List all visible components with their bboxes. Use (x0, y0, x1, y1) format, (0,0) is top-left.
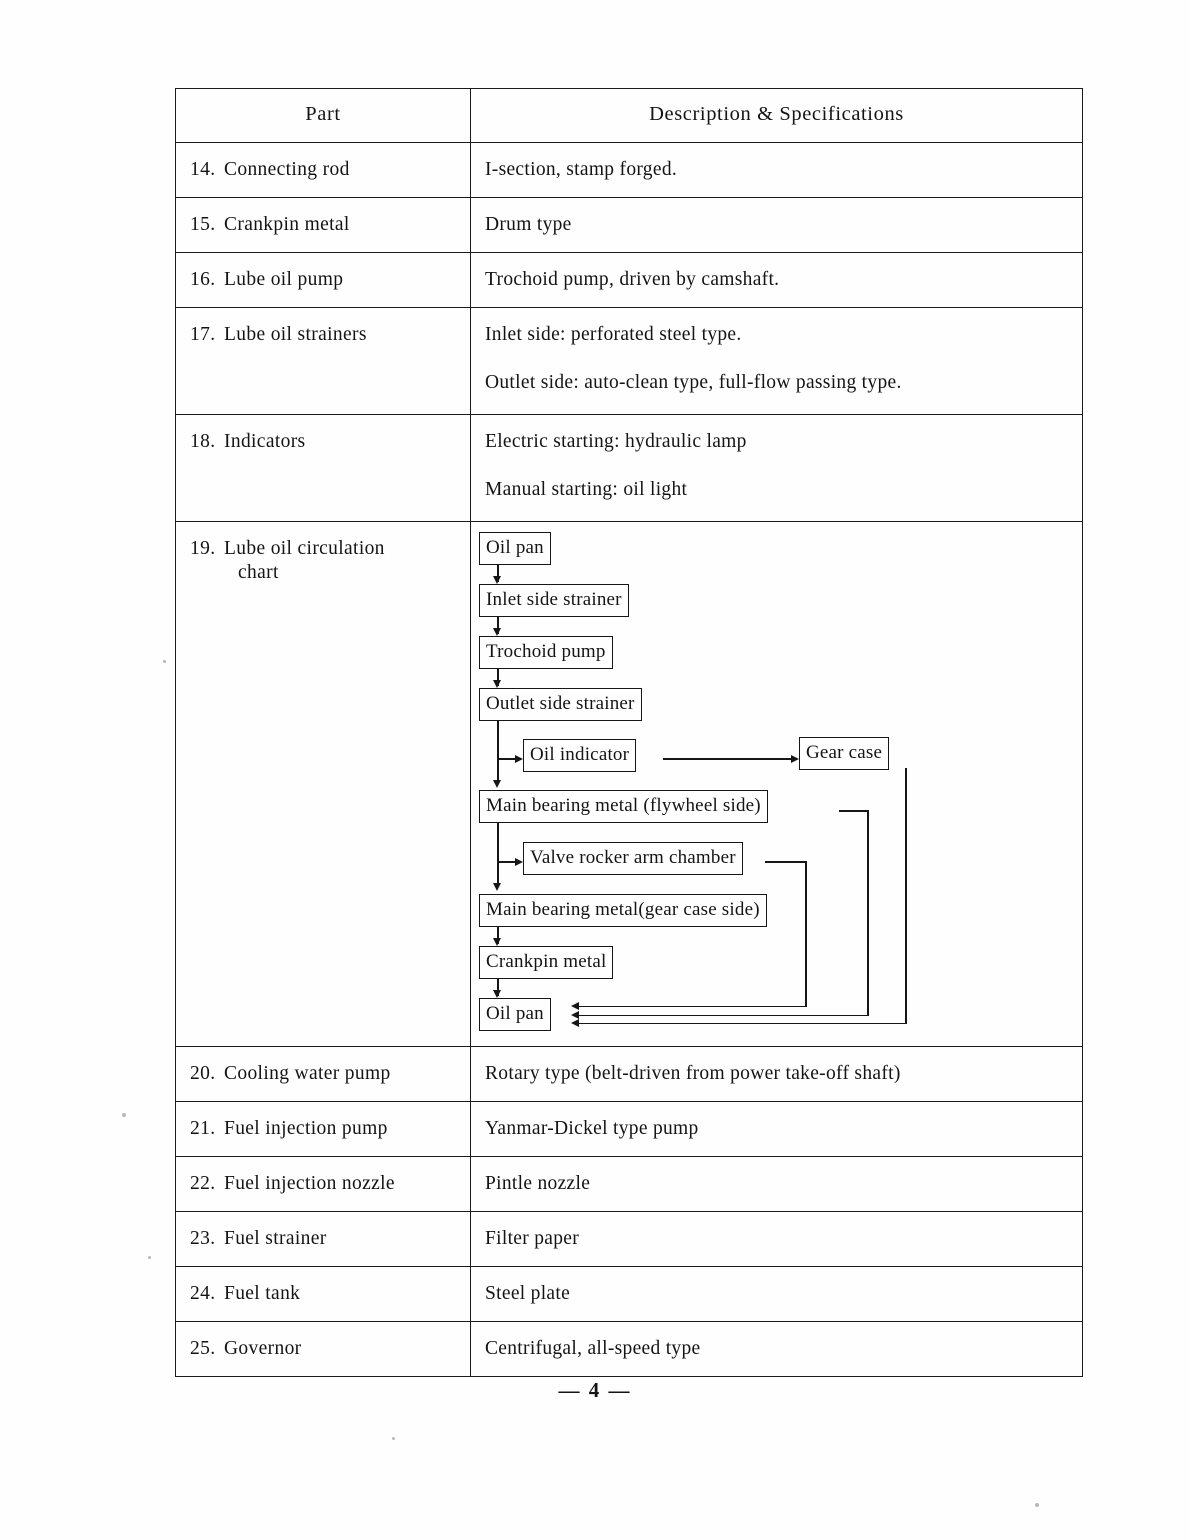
flow-node-label: Gear case (806, 742, 883, 763)
part-number: 24. (190, 1283, 216, 1304)
part-label: Fuel tank (224, 1283, 301, 1304)
description-line: Steel plate (485, 1283, 571, 1304)
description-cell (471, 1322, 1083, 1377)
flow-arrowhead-down (493, 628, 501, 636)
flow-arrowhead-down (493, 680, 501, 688)
part-number: 16. (190, 269, 216, 290)
description-cell (471, 1102, 1083, 1157)
part-cell (176, 522, 471, 1047)
part-number: 23. (190, 1228, 216, 1249)
description-line: Outlet side: auto-clean type, full-flow passing type. (485, 372, 902, 393)
part-cell (176, 1157, 471, 1212)
table-header-row (176, 89, 1083, 143)
lube-oil-circulation-flowchart (471, 522, 1083, 1030)
column-header-part: Part (176, 89, 471, 143)
specifications-table (175, 88, 1083, 1377)
part-cell (176, 143, 471, 198)
part-cell (176, 1212, 471, 1267)
flow-node-label: Oil pan (486, 1003, 544, 1024)
description-cell (471, 198, 1083, 253)
part-number: 25. (190, 1338, 216, 1359)
column-header-description: Description & Specifications (471, 89, 1083, 143)
part-number: 20. (190, 1063, 216, 1084)
part-label: Governor (224, 1338, 302, 1359)
flow-edge-outlet-to-mainbearing (497, 719, 499, 783)
description-cell (471, 1212, 1083, 1267)
part-number: 21. (190, 1118, 216, 1139)
description-line: Electric starting: hydraulic lamp (485, 431, 747, 452)
flow-branch-tick-valve-rocker (497, 861, 515, 863)
part-label: Fuel injection nozzle (224, 1173, 395, 1194)
description-cell (471, 143, 1083, 198)
part-label: Lube oil pump (224, 269, 344, 290)
part-label-line2: chart (238, 562, 279, 583)
description-line: Rotary type (belt-driven from power take-off shaft) (485, 1063, 901, 1084)
flow-arrowhead-right (571, 1019, 579, 1027)
flow-node-label: Valve rocker arm chamber (530, 847, 736, 868)
flow-node-label: Crankpin metal (486, 951, 607, 972)
flow-arrowhead-right (571, 1002, 579, 1010)
description-cell (471, 308, 1083, 415)
part-label: Lube oil strainers (224, 324, 367, 345)
flow-node-oil-pan-bottom (479, 998, 551, 1031)
table-row-flowchart (176, 522, 1083, 1047)
flow-arrowhead-down (493, 780, 501, 788)
table-row (176, 1047, 1083, 1102)
part-label: Connecting rod (224, 159, 350, 180)
scan-speckle (392, 1437, 395, 1440)
part-cell (176, 198, 471, 253)
flow-return-gearcase-h-bottom (579, 1023, 907, 1025)
flow-return-valverocker-h-top (765, 861, 807, 863)
table-row (176, 1157, 1083, 1212)
part-cell (176, 1267, 471, 1322)
flow-edge-flywheel-to-gearcaseside (497, 821, 499, 886)
description-line: Pintle nozzle (485, 1173, 591, 1194)
description-line: Filter paper (485, 1228, 580, 1249)
part-label: Indicators (224, 431, 306, 452)
flow-node-label: Main bearing metal (flywheel side) (486, 795, 761, 816)
scan-speckle (148, 1256, 151, 1259)
flow-node-main-bearing-flywheel (479, 790, 768, 823)
flow-node-crankpin-metal (479, 946, 613, 979)
flow-node-gear-case (799, 737, 889, 770)
part-label: Fuel strainer (224, 1228, 327, 1249)
flow-return-flywheel-h-top (839, 810, 869, 812)
flow-arrowhead-right (515, 755, 523, 763)
part-number: 14. (190, 159, 216, 180)
flow-node-outlet-side-strainer (479, 688, 642, 721)
table-row (176, 198, 1083, 253)
description-cell (471, 253, 1083, 308)
table-row (176, 253, 1083, 308)
flow-arrowhead-right (515, 858, 523, 866)
flow-return-flywheel-h-bottom (579, 1015, 869, 1017)
part-cell (176, 1102, 471, 1157)
table-row (176, 1212, 1083, 1267)
table-row (176, 415, 1083, 522)
part-cell (176, 308, 471, 415)
part-number: 19. (190, 538, 216, 559)
part-label: Crankpin metal (224, 214, 350, 235)
part-label: Lube oil circulation (224, 538, 385, 559)
part-cell (176, 1322, 471, 1377)
part-label: Fuel injection pump (224, 1118, 388, 1139)
flow-return-valverocker-h-bottom (579, 1006, 807, 1008)
flow-node-label: Oil indicator (530, 744, 630, 765)
flow-branch-tick-oil-indicator (497, 758, 515, 760)
flow-node-oil-indicator (523, 739, 636, 772)
flow-node-inlet-side-strainer (479, 584, 629, 617)
scan-speckle (122, 1113, 126, 1117)
description-cell (471, 1267, 1083, 1322)
part-number: 22. (190, 1173, 216, 1194)
flow-node-label: Inlet side strainer (486, 589, 622, 610)
part-number: 18. (190, 431, 216, 452)
part-number: 15. (190, 214, 216, 235)
part-cell (176, 415, 471, 522)
table-row (176, 1102, 1083, 1157)
flow-node-oil-pan-top (479, 532, 551, 565)
flow-return-valverocker-v (805, 861, 807, 1007)
flow-arrowhead-right (791, 755, 799, 763)
description-line: Manual starting: oil light (485, 479, 688, 500)
part-cell (176, 253, 471, 308)
flow-node-label: Main bearing metal(gear case side) (486, 899, 760, 920)
flow-node-main-bearing-gearcase (479, 894, 767, 927)
description-line: Inlet side: perforated steel type. (485, 324, 742, 345)
table-row (176, 308, 1083, 415)
flow-node-label: Trochoid pump (486, 641, 606, 662)
description-line: I-section, stamp forged. (485, 159, 678, 180)
flow-arrowhead-down (493, 990, 501, 998)
description-cell (471, 1047, 1083, 1102)
scan-speckle (163, 660, 166, 663)
flow-return-flywheel-v (867, 810, 869, 1016)
description-line: Trochoid pump, driven by camshaft. (485, 269, 780, 290)
table-row (176, 143, 1083, 198)
table-row (176, 1322, 1083, 1377)
flowchart-cell (471, 522, 1083, 1047)
part-cell (176, 1047, 471, 1102)
description-line: Drum type (485, 214, 572, 235)
description-line: Yanmar-Dickel type pump (485, 1118, 699, 1139)
flow-arrowhead-down (493, 938, 501, 946)
flow-arrowhead-down (493, 883, 501, 891)
description-cell (471, 1157, 1083, 1212)
part-number: 17. (190, 324, 216, 345)
flow-return-gearcase-v (905, 768, 907, 1023)
flow-arrowhead-down (493, 576, 501, 584)
flow-node-trochoid-pump (479, 636, 613, 669)
flow-edge-oilindicator-to-gearcase (663, 758, 791, 760)
description-cell (471, 415, 1083, 522)
table-row (176, 1267, 1083, 1322)
description-line: Centrifugal, all-speed type (485, 1338, 701, 1359)
scan-speckle (1035, 1503, 1039, 1507)
part-label: Cooling water pump (224, 1063, 391, 1084)
flow-node-valve-rocker-chamber (523, 842, 743, 875)
page-number: — 4 — (558, 1378, 632, 1402)
flow-node-label: Oil pan (486, 537, 544, 558)
flow-node-label: Outlet side strainer (486, 693, 635, 714)
flow-arrowhead-right (571, 1011, 579, 1019)
